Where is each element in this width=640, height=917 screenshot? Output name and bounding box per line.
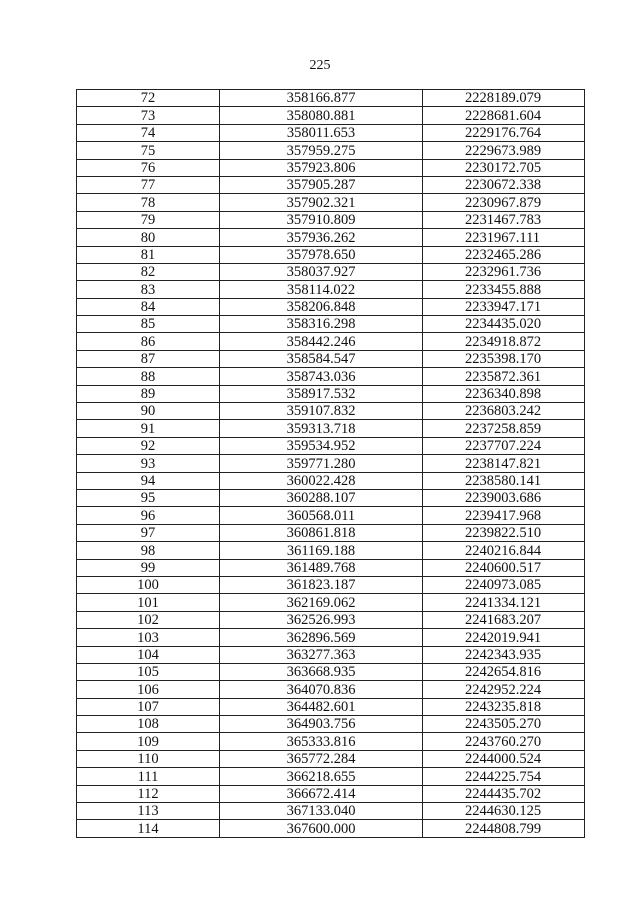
point-number-cell: 107 xyxy=(77,698,220,715)
point-number-cell: 79 xyxy=(77,211,220,228)
x-coordinate-cell: 366218.655 xyxy=(220,768,423,785)
x-coordinate-cell: 357978.650 xyxy=(220,246,423,263)
table-row xyxy=(77,368,585,385)
table-row xyxy=(77,350,585,367)
coordinate-table xyxy=(76,89,585,838)
point-number-cell: 111 xyxy=(77,768,220,785)
table-row xyxy=(77,507,585,524)
x-coordinate-cell: 362169.062 xyxy=(220,594,423,611)
table-row xyxy=(77,333,585,350)
x-coordinate-cell: 358584.547 xyxy=(220,350,423,367)
table-row xyxy=(77,733,585,750)
point-number-cell: 73 xyxy=(77,107,220,124)
y-coordinate-cell: 2239417.968 xyxy=(423,507,585,524)
table-row xyxy=(77,820,585,837)
x-coordinate-cell: 358080.881 xyxy=(220,107,423,124)
x-coordinate-cell: 360288.107 xyxy=(220,489,423,506)
table-row xyxy=(77,646,585,663)
y-coordinate-cell: 2231467.783 xyxy=(423,211,585,228)
y-coordinate-cell: 2229673.989 xyxy=(423,142,585,159)
x-coordinate-cell: 357910.809 xyxy=(220,211,423,228)
y-coordinate-cell: 2233947.171 xyxy=(423,298,585,315)
table-row xyxy=(77,90,585,107)
x-coordinate-cell: 364903.756 xyxy=(220,716,423,733)
x-coordinate-cell: 362526.993 xyxy=(220,611,423,628)
x-coordinate-cell: 357936.262 xyxy=(220,229,423,246)
table-row xyxy=(77,716,585,733)
page-number: 225 xyxy=(309,58,331,73)
table-row xyxy=(77,768,585,785)
y-coordinate-cell: 2244000.524 xyxy=(423,750,585,767)
y-coordinate-cell: 2232465.286 xyxy=(423,246,585,263)
x-coordinate-cell: 358206.848 xyxy=(220,298,423,315)
table-row xyxy=(77,124,585,141)
x-coordinate-cell: 361169.188 xyxy=(220,542,423,559)
y-coordinate-cell: 2230672.338 xyxy=(423,176,585,193)
y-coordinate-cell: 2228189.079 xyxy=(423,90,585,107)
point-number-cell: 100 xyxy=(77,576,220,593)
table-row xyxy=(77,785,585,802)
point-number-cell: 80 xyxy=(77,229,220,246)
table-row xyxy=(77,385,585,402)
y-coordinate-cell: 2240973.085 xyxy=(423,576,585,593)
table-row xyxy=(77,663,585,680)
y-coordinate-cell: 2244225.754 xyxy=(423,768,585,785)
y-coordinate-cell: 2241683.207 xyxy=(423,611,585,628)
x-coordinate-cell: 361823.187 xyxy=(220,576,423,593)
point-number-cell: 91 xyxy=(77,420,220,437)
table-row xyxy=(77,681,585,698)
y-coordinate-cell: 2239003.686 xyxy=(423,489,585,506)
y-coordinate-cell: 2243760.270 xyxy=(423,733,585,750)
y-coordinate-cell: 2235398.170 xyxy=(423,350,585,367)
y-coordinate-cell: 2237258.859 xyxy=(423,420,585,437)
y-coordinate-cell: 2236803.242 xyxy=(423,403,585,420)
table-row xyxy=(77,576,585,593)
y-coordinate-cell: 2244435.702 xyxy=(423,785,585,802)
point-number-cell: 78 xyxy=(77,194,220,211)
x-coordinate-cell: 360861.818 xyxy=(220,524,423,541)
x-coordinate-cell: 363668.935 xyxy=(220,663,423,680)
table-row xyxy=(77,611,585,628)
point-number-cell: 110 xyxy=(77,750,220,767)
table-row xyxy=(77,472,585,489)
x-coordinate-cell: 359771.280 xyxy=(220,455,423,472)
point-number-cell: 105 xyxy=(77,663,220,680)
x-coordinate-cell: 362896.569 xyxy=(220,629,423,646)
y-coordinate-cell: 2233455.888 xyxy=(423,281,585,298)
point-number-cell: 74 xyxy=(77,124,220,141)
y-coordinate-cell: 2230172.705 xyxy=(423,159,585,176)
y-coordinate-cell: 2243235.818 xyxy=(423,698,585,715)
y-coordinate-cell: 2230967.879 xyxy=(423,194,585,211)
x-coordinate-cell: 363277.363 xyxy=(220,646,423,663)
y-coordinate-cell: 2238147.821 xyxy=(423,455,585,472)
table-row xyxy=(77,803,585,820)
table-row xyxy=(77,194,585,211)
table-row xyxy=(77,316,585,333)
point-number-cell: 94 xyxy=(77,472,220,489)
table-row xyxy=(77,107,585,124)
point-number-cell: 112 xyxy=(77,785,220,802)
x-coordinate-cell: 357902.321 xyxy=(220,194,423,211)
point-number-cell: 75 xyxy=(77,142,220,159)
y-coordinate-cell: 2239822.510 xyxy=(423,524,585,541)
y-coordinate-cell: 2240216.844 xyxy=(423,542,585,559)
x-coordinate-cell: 358166.877 xyxy=(220,90,423,107)
point-number-cell: 104 xyxy=(77,646,220,663)
table-row xyxy=(77,298,585,315)
y-coordinate-cell: 2238580.141 xyxy=(423,472,585,489)
x-coordinate-cell: 365772.284 xyxy=(220,750,423,767)
x-coordinate-cell: 360568.011 xyxy=(220,507,423,524)
x-coordinate-cell: 358114.022 xyxy=(220,281,423,298)
x-coordinate-cell: 358037.927 xyxy=(220,263,423,280)
y-coordinate-cell: 2228681.604 xyxy=(423,107,585,124)
point-number-cell: 98 xyxy=(77,542,220,559)
x-coordinate-cell: 365333.816 xyxy=(220,733,423,750)
x-coordinate-cell: 358917.532 xyxy=(220,385,423,402)
y-coordinate-cell: 2231967.111 xyxy=(423,229,585,246)
point-number-cell: 99 xyxy=(77,559,220,576)
y-coordinate-cell: 2242654.816 xyxy=(423,663,585,680)
x-coordinate-cell: 358743.036 xyxy=(220,368,423,385)
y-coordinate-cell: 2235872.361 xyxy=(423,368,585,385)
point-number-cell: 76 xyxy=(77,159,220,176)
x-coordinate-cell: 357923.806 xyxy=(220,159,423,176)
point-number-cell: 88 xyxy=(77,368,220,385)
table-row xyxy=(77,246,585,263)
point-number-cell: 108 xyxy=(77,716,220,733)
y-coordinate-cell: 2244808.799 xyxy=(423,820,585,837)
table-row xyxy=(77,542,585,559)
table-row xyxy=(77,559,585,576)
point-number-cell: 85 xyxy=(77,316,220,333)
point-number-cell: 87 xyxy=(77,350,220,367)
table-row xyxy=(77,455,585,472)
point-number-cell: 86 xyxy=(77,333,220,350)
point-number-cell: 109 xyxy=(77,733,220,750)
table-row xyxy=(77,159,585,176)
x-coordinate-cell: 367133.040 xyxy=(220,803,423,820)
point-number-cell: 81 xyxy=(77,246,220,263)
point-number-cell: 114 xyxy=(77,820,220,837)
x-coordinate-cell: 358011.653 xyxy=(220,124,423,141)
x-coordinate-cell: 357959.275 xyxy=(220,142,423,159)
y-coordinate-cell: 2236340.898 xyxy=(423,385,585,402)
x-coordinate-cell: 364070.836 xyxy=(220,681,423,698)
y-coordinate-cell: 2242019.941 xyxy=(423,629,585,646)
y-coordinate-cell: 2229176.764 xyxy=(423,124,585,141)
point-number-cell: 84 xyxy=(77,298,220,315)
y-coordinate-cell: 2241334.121 xyxy=(423,594,585,611)
x-coordinate-cell: 361489.768 xyxy=(220,559,423,576)
table-row xyxy=(77,142,585,159)
y-coordinate-cell: 2232961.736 xyxy=(423,263,585,280)
point-number-cell: 90 xyxy=(77,403,220,420)
point-number-cell: 83 xyxy=(77,281,220,298)
table-row xyxy=(77,750,585,767)
table-row xyxy=(77,437,585,454)
x-coordinate-cell: 358316.298 xyxy=(220,316,423,333)
point-number-cell: 92 xyxy=(77,437,220,454)
table-row xyxy=(77,698,585,715)
x-coordinate-cell: 358442.246 xyxy=(220,333,423,350)
x-coordinate-cell: 364482.601 xyxy=(220,698,423,715)
x-coordinate-cell: 359534.952 xyxy=(220,437,423,454)
y-coordinate-cell: 2234918.872 xyxy=(423,333,585,350)
point-number-cell: 96 xyxy=(77,507,220,524)
table-row xyxy=(77,594,585,611)
table-row xyxy=(77,629,585,646)
x-coordinate-cell: 359313.718 xyxy=(220,420,423,437)
table-row xyxy=(77,489,585,506)
point-number-cell: 101 xyxy=(77,594,220,611)
point-number-cell: 77 xyxy=(77,176,220,193)
point-number-cell: 95 xyxy=(77,489,220,506)
x-coordinate-cell: 367600.000 xyxy=(220,820,423,837)
point-number-cell: 89 xyxy=(77,385,220,402)
x-coordinate-cell: 359107.832 xyxy=(220,403,423,420)
x-coordinate-cell: 357905.287 xyxy=(220,176,423,193)
table-row xyxy=(77,211,585,228)
table-row xyxy=(77,524,585,541)
table-row xyxy=(77,229,585,246)
point-number-cell: 82 xyxy=(77,263,220,280)
y-coordinate-cell: 2242343.935 xyxy=(423,646,585,663)
coordinate-table-body xyxy=(77,90,585,838)
table-row xyxy=(77,176,585,193)
x-coordinate-cell: 360022.428 xyxy=(220,472,423,489)
table-row xyxy=(77,263,585,280)
y-coordinate-cell: 2234435.020 xyxy=(423,316,585,333)
table-row xyxy=(77,281,585,298)
y-coordinate-cell: 2244630.125 xyxy=(423,803,585,820)
point-number-cell: 103 xyxy=(77,629,220,646)
x-coordinate-cell: 366672.414 xyxy=(220,785,423,802)
y-coordinate-cell: 2237707.224 xyxy=(423,437,585,454)
y-coordinate-cell: 2242952.224 xyxy=(423,681,585,698)
y-coordinate-cell: 2243505.270 xyxy=(423,716,585,733)
table-row xyxy=(77,420,585,437)
point-number-cell: 113 xyxy=(77,803,220,820)
point-number-cell: 102 xyxy=(77,611,220,628)
point-number-cell: 97 xyxy=(77,524,220,541)
point-number-cell: 72 xyxy=(77,90,220,107)
table-row xyxy=(77,403,585,420)
point-number-cell: 106 xyxy=(77,681,220,698)
y-coordinate-cell: 2240600.517 xyxy=(423,559,585,576)
point-number-cell: 93 xyxy=(77,455,220,472)
